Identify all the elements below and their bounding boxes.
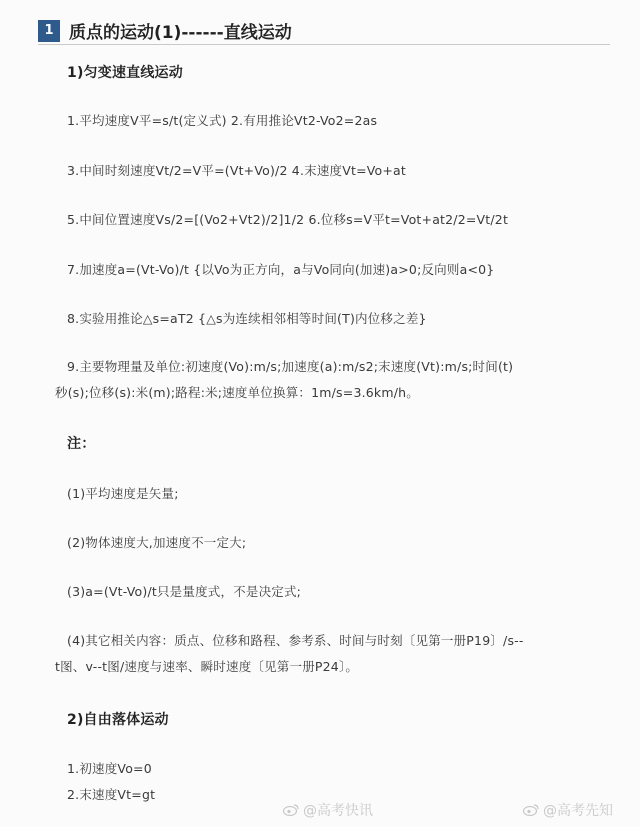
section-title: 质点的运动(1)------直线运动: [69, 23, 292, 43]
free-fall-item-1: 1.初速度Vo=0: [67, 761, 152, 776]
subheading-uniform-acceleration: 1)匀变速直线运动: [67, 65, 183, 81]
section-header: [38, 14, 610, 45]
watermark-1: [283, 800, 373, 820]
watermark-1-text: @高考快讯: [303, 803, 373, 819]
watermark-2: [523, 800, 613, 820]
formula-line-2: 3.中间时刻速度Vt/2=V平=(Vt+Vo)/2 4.末速度Vt=Vo+at: [67, 163, 407, 178]
weibo-icon: [523, 804, 539, 816]
formula-line-5: 8.实验用推论△s=aT2 {△s为连续相邻相等时间(T)内位移之差}: [67, 311, 427, 326]
note-item-4-line-2: t图、v--t图/速度与速率、瞬时速度〔见第一册P24〕。: [55, 659, 359, 674]
note-item-4-line-1: (4)其它相关内容：质点、位移和路程、参考系、时间与时刻〔见第一册P19〕/s--: [67, 633, 524, 648]
note-item-2: (2)物体速度大,加速度不一定大;: [67, 535, 247, 550]
formula-line-4: 7.加速度a=(Vt-Vo)/t {以Vo为正方向，a与Vo同向(加速)a>0;反向则a<0}: [67, 262, 495, 277]
units-line-2: 秒(s);位移(s):米(m);路程:米;速度单位换算：1m/s=3.6km/h。: [55, 385, 419, 400]
subheading-free-fall: 2)自由落体运动: [67, 712, 169, 728]
note-item-3: (3)a=(Vt-Vo)/t只是量度式，不是决定式;: [67, 584, 302, 599]
watermark-2-text: @高考先知: [543, 803, 613, 819]
units-line-1: 9.主要物理量及单位:初速度(Vo):m/s;加速度(a):m/s2;末速度(Vt):m/s;时间(t): [67, 359, 514, 374]
section-number-badge: 1: [38, 20, 60, 42]
weibo-icon: [283, 804, 299, 816]
free-fall-item-2: 2.末速度Vt=gt: [67, 787, 156, 802]
notes-heading: 注：: [67, 436, 96, 452]
note-item-1: (1)平均速度是矢量;: [67, 486, 179, 501]
formula-line-3: 5.中间位置速度Vs/2=[(Vo2+Vt2)/2]1/2 6.位移s=V平t=Vot+at2/2=Vt/2t: [67, 212, 509, 227]
formula-line-1: 1.平均速度V平=s/t(定义式) 2.有用推论Vt2-Vo2=2as: [67, 113, 378, 128]
